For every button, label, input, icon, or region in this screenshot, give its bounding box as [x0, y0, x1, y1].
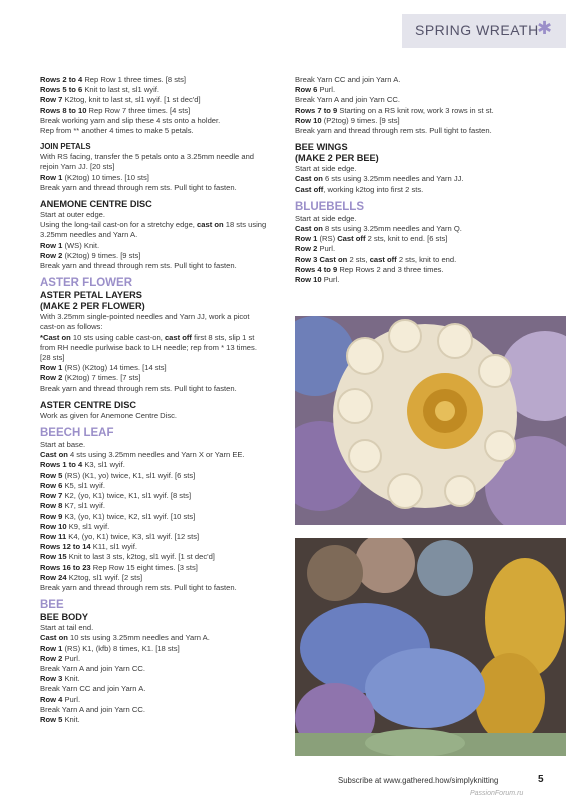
- pattern-line: [40, 563, 290, 573]
- pattern-line: [40, 583, 290, 593]
- row-text: Break Yarn A and join Yarn CC.: [295, 95, 400, 105]
- row-text: Purl.: [321, 275, 340, 285]
- row-label: Row 2: [295, 244, 318, 254]
- pattern-line: [40, 542, 290, 552]
- instruction-text: , working k2tog into first 2 sts.: [323, 184, 424, 194]
- row-text: (K2tog) 9 times. [9 sts]: [62, 250, 141, 260]
- row-text: K11, sl1 wyif.: [90, 542, 137, 552]
- row-label: Row 1: [40, 240, 63, 250]
- row-label: Rows 12 to 14: [40, 542, 91, 552]
- pattern-line: [40, 220, 290, 230]
- pattern-line: [40, 705, 290, 715]
- row-label: Row 2: [40, 653, 63, 663]
- row-label: Row 2: [40, 373, 63, 383]
- instruction-text: 2 sts, knit to end. [6 sts]: [365, 234, 448, 244]
- row-label: Row 6: [295, 85, 318, 95]
- row-text: 3.25mm needles and Yarn A.: [40, 230, 138, 240]
- pattern-line: [295, 106, 545, 116]
- row-text: Purl.: [62, 653, 81, 663]
- row-text: With 3.25mm single-pointed needles and Yarn JJ, work a picot: [40, 312, 250, 322]
- subscribe-text: Subscribe at www.gathered.how/simplyknitting: [338, 776, 499, 785]
- pattern-line: [40, 644, 290, 654]
- row-text: Start at side edge.: [295, 164, 357, 174]
- row-text: With RS facing, transfer the 5 petals onto a 3.25mm needle and: [40, 152, 255, 162]
- page-number: 5: [538, 774, 544, 785]
- instruction-label: *Cast on: [40, 332, 71, 342]
- row-label: Row 5: [40, 714, 63, 724]
- row-text: cast-on as follows:: [40, 322, 103, 332]
- instruction-text: 10 sts using 3.25mm needles and Yarn A.: [67, 633, 210, 643]
- row-text: Rep from ** another 4 times to make 5 petals.: [40, 126, 194, 136]
- row-text: Purl.: [62, 694, 81, 704]
- instruction-text: 2 sts,: [347, 254, 370, 264]
- subsection-heading: ASTER CENTRE DISC: [40, 399, 136, 410]
- row-label: Rows 7 to 9: [295, 105, 338, 115]
- instruction-label: Row 1: [295, 234, 318, 244]
- row-label: Rows 8 to 10: [40, 105, 87, 115]
- instruction-text: 18 sts using: [223, 220, 267, 230]
- row-label: Row 2: [40, 250, 63, 260]
- pattern-line: [40, 501, 290, 511]
- row-text: from RH needle purlwise back to LH needle; rep from * 13 times.: [40, 342, 257, 352]
- pattern-line: [40, 343, 290, 353]
- pattern-line: [40, 715, 290, 725]
- pattern-line: [295, 174, 545, 184]
- pattern-line: [40, 674, 290, 684]
- row-label: Row 7: [40, 491, 63, 501]
- pattern-line: [40, 522, 290, 532]
- pattern-line: [40, 450, 290, 460]
- pattern-line: [40, 411, 290, 421]
- instruction-label: Row 3 Cast on: [295, 254, 348, 264]
- row-text: Work as given for Anemone Centre Disc.: [40, 410, 178, 420]
- row-label: Rows 16 to 23: [40, 562, 91, 572]
- pattern-line: [40, 654, 290, 664]
- wreath-photo-top: [295, 316, 566, 525]
- pattern-line: [40, 471, 290, 481]
- row-text: Break yarn and thread through rem sts. Pull tight to fasten.: [40, 383, 237, 393]
- instruction-text: first 8 sts, slip 1 st: [191, 332, 255, 342]
- row-text: Break yarn and thread through rem sts. Pull tight to fasten.: [40, 261, 237, 271]
- row-text: (K2tog) 7 times. [7 sts]: [62, 373, 141, 383]
- pattern-line: [295, 85, 545, 95]
- subsection-heading: BEE BODY: [40, 612, 88, 623]
- pattern-line: [40, 695, 290, 705]
- instruction-text: 8 sts using 3.25mm needles and Yarn Q.: [322, 224, 462, 234]
- instruction-text: 4 sts using 3.25mm needles and Yarn X or Yarn EE.: [67, 450, 245, 460]
- pattern-line: [40, 684, 290, 694]
- row-text: Break working yarn and slip these 4 sts onto a holder.: [40, 115, 221, 125]
- pattern-line: [295, 244, 545, 254]
- pattern-line: [295, 164, 545, 174]
- row-text: Purl.: [317, 244, 336, 254]
- pattern-line: [40, 440, 290, 450]
- pattern-line: [295, 185, 545, 195]
- row-label: Rows 5 to 6: [40, 85, 83, 95]
- pattern-line: [40, 261, 290, 271]
- pattern-line: [40, 373, 290, 383]
- pattern-line: [40, 95, 290, 105]
- wreath-photo-bottom: [295, 538, 566, 756]
- row-text: (P2tog) 9 times. [9 sts]: [321, 115, 400, 125]
- pattern-line: [40, 126, 290, 136]
- row-text: K2tog, knit to last st, sl1 wyif. [1 st dec'd]: [62, 95, 201, 105]
- row-label: Row 15: [40, 552, 67, 562]
- section-heading: ASTER FLOWER: [40, 277, 132, 290]
- row-label: Rows 2 to 4: [40, 75, 83, 84]
- row-text: K2, (yo, K1) twice, K1, sl1 wyif. [8 sts]: [62, 491, 192, 501]
- pattern-line: [40, 85, 290, 95]
- instruction-text: 2 sts, knit to end.: [396, 254, 457, 264]
- pattern-line: [295, 214, 545, 224]
- pattern-line: [40, 251, 290, 261]
- row-label: Row 1: [40, 363, 63, 373]
- row-text: [28 sts]: [40, 353, 65, 363]
- row-text: (RS) (K1, yo) twice, K1, sl1 wyif. [6 sts]: [62, 470, 196, 480]
- row-label: Row 9: [40, 511, 63, 521]
- row-text: Knit.: [62, 674, 80, 684]
- pattern-line: [40, 322, 290, 332]
- instruction-label: Cast on: [40, 450, 68, 460]
- pattern-line: [40, 230, 290, 240]
- pattern-column-left: [40, 75, 290, 725]
- row-text: (K2tog) 10 times. [10 sts]: [62, 172, 149, 182]
- subsection-heading: ASTER PETAL LAYERS: [40, 290, 142, 301]
- row-text: Start at tail end.: [40, 623, 94, 633]
- subsection-heading: JOIN PETALS: [40, 142, 91, 152]
- row-label: Rows 4 to 9: [295, 264, 338, 274]
- row-text: Knit to last 3 sts, k2tog, sl1 wyif. [1 st dec'd]: [66, 552, 215, 562]
- pattern-line: [40, 552, 290, 562]
- pattern-line: [40, 241, 290, 251]
- pattern-line: [40, 384, 290, 394]
- pattern-line: [40, 312, 290, 322]
- pattern-line: [40, 623, 290, 633]
- row-text: K9, sl1 wyif.: [66, 521, 110, 531]
- pattern-line: [295, 116, 545, 126]
- row-text: Start at base.: [40, 440, 86, 450]
- row-label: Row 7: [40, 95, 63, 105]
- row-text: Break Yarn A and join Yarn CC.: [40, 663, 145, 673]
- row-label: Row 1: [40, 643, 63, 653]
- row-text: Start at outer edge.: [40, 210, 106, 220]
- pattern-line: [40, 333, 290, 343]
- instruction-label: cast off: [164, 332, 192, 342]
- pattern-line: [40, 532, 290, 542]
- row-label: Row 5: [40, 470, 63, 480]
- pattern-column-right: [295, 75, 545, 285]
- row-text: Break Yarn CC and join Yarn A.: [295, 75, 401, 84]
- pattern-line: [40, 210, 290, 220]
- row-text: Rep Rows 2 and 3 three times.: [337, 264, 444, 274]
- row-label: Row 10: [40, 521, 67, 531]
- row-text: Break Yarn A and join Yarn CC.: [40, 704, 145, 714]
- pattern-line: [40, 460, 290, 470]
- row-label: Row 4: [40, 694, 63, 704]
- row-label: Row 10: [295, 275, 322, 285]
- subsection-heading: BEE WINGS: [295, 142, 348, 153]
- row-text: Break yarn and thread through rem sts. Pull tight to fasten.: [40, 182, 237, 192]
- row-text: K4, (yo, K1) twice, K3, sl1 wyif. [12 sts]: [66, 531, 200, 541]
- instruction-text: 6 sts using 3.25mm needles and Yarn JJ.: [322, 174, 464, 184]
- instruction-label: cast on: [197, 220, 224, 230]
- row-text: K3, (yo, K1) twice, K2, sl1 wyif. [10 sts]: [62, 511, 196, 521]
- pattern-line: [295, 275, 545, 285]
- pattern-line: [295, 75, 545, 85]
- row-text: Knit to last st, sl1 wyif.: [82, 85, 160, 95]
- pattern-line: [40, 633, 290, 643]
- row-label: Row 3: [40, 674, 63, 684]
- pattern-line: [40, 491, 290, 501]
- instruction-label: Cast on: [295, 174, 323, 184]
- instruction-label: Cast on: [295, 224, 323, 234]
- pattern-line: [40, 664, 290, 674]
- row-text: K3, sl1 wyif.: [82, 460, 125, 470]
- row-text: Purl.: [317, 85, 336, 95]
- row-text: Rep Row 1 three times. [8 sts]: [82, 75, 187, 84]
- instruction-text: 10 sts using cable cast-on,: [70, 332, 165, 342]
- row-text: rejoin Yarn JJ. [20 sts]: [40, 162, 115, 172]
- pattern-line: [40, 106, 290, 116]
- pattern-line: [295, 255, 545, 265]
- row-text: (WS) Knit.: [62, 240, 100, 250]
- row-label: Row 1: [40, 172, 63, 182]
- pattern-line: [40, 162, 290, 172]
- instruction-label: Cast on: [40, 633, 68, 643]
- pattern-line: [40, 573, 290, 583]
- watermark: PassionForum.ru: [470, 790, 524, 797]
- section-title: SPRING WREATH: [415, 22, 539, 38]
- row-text: K2tog, sl1 wyif. [2 sts]: [66, 572, 143, 582]
- row-label: Row 6: [40, 480, 63, 490]
- pattern-line: [40, 512, 290, 522]
- row-text: (RS) (K2tog) 14 times. [14 sts]: [62, 363, 167, 373]
- pattern-line: [295, 126, 545, 136]
- section-heading: BLUEBELLS: [295, 200, 364, 213]
- row-label: Row 11: [40, 531, 67, 541]
- row-label: Row 24: [40, 572, 67, 582]
- row-text: Knit.: [62, 714, 80, 724]
- section-heading: BEE: [40, 599, 64, 612]
- instruction-label: Cast off: [295, 184, 324, 194]
- row-text: Start at side edge.: [295, 213, 357, 223]
- pattern-line: [40, 363, 290, 373]
- pattern-line: [40, 481, 290, 491]
- instruction-text: Using the long-tail cast-on for a stretchy edge,: [40, 220, 198, 230]
- row-text: (RS) K1, (kfb) 8 times, K1. [18 sts]: [62, 643, 180, 653]
- instruction-label: Cast off: [337, 234, 366, 244]
- instruction-label: cast off: [369, 254, 397, 264]
- pattern-line: [295, 265, 545, 275]
- row-text: Break yarn and thread through rem sts. Pull tight to fasten.: [40, 582, 237, 592]
- row-text: K5, sl1 wyif.: [62, 480, 105, 490]
- subsection-heading: (MAKE 2 PER BEE): [295, 153, 379, 164]
- pattern-line: [40, 353, 290, 363]
- row-label: Row 8: [40, 501, 63, 511]
- row-text: Break Yarn CC and join Yarn A.: [40, 684, 146, 694]
- pattern-line: [40, 116, 290, 126]
- subsection-heading: (MAKE 2 PER FLOWER): [40, 301, 145, 312]
- row-label: Rows 1 to 4: [40, 460, 83, 470]
- pattern-line: [40, 75, 290, 85]
- pattern-line: [40, 152, 290, 162]
- pattern-line: [295, 224, 545, 234]
- row-text: Starting on a RS knit row, work 3 rows in st st.: [337, 105, 494, 115]
- instruction-text: (RS): [317, 234, 338, 244]
- flower-icon: ✱: [537, 18, 553, 38]
- row-text: K7, sl1 wyif.: [62, 501, 105, 511]
- row-label: Row 10: [295, 115, 322, 125]
- row-text: Rep Row 7 three times. [4 sts]: [86, 105, 191, 115]
- row-text: Break yarn and thread through rem sts. Pull tight to fasten.: [295, 126, 492, 136]
- pattern-line: [40, 173, 290, 183]
- section-heading: BEECH LEAF: [40, 427, 114, 440]
- pattern-line: [295, 234, 545, 244]
- pattern-line: [40, 183, 290, 193]
- subsection-heading: ANEMONE CENTRE DISC: [40, 199, 152, 210]
- row-text: Rep Row 15 eight times. [3 sts]: [90, 562, 198, 572]
- pattern-line: [295, 95, 545, 105]
